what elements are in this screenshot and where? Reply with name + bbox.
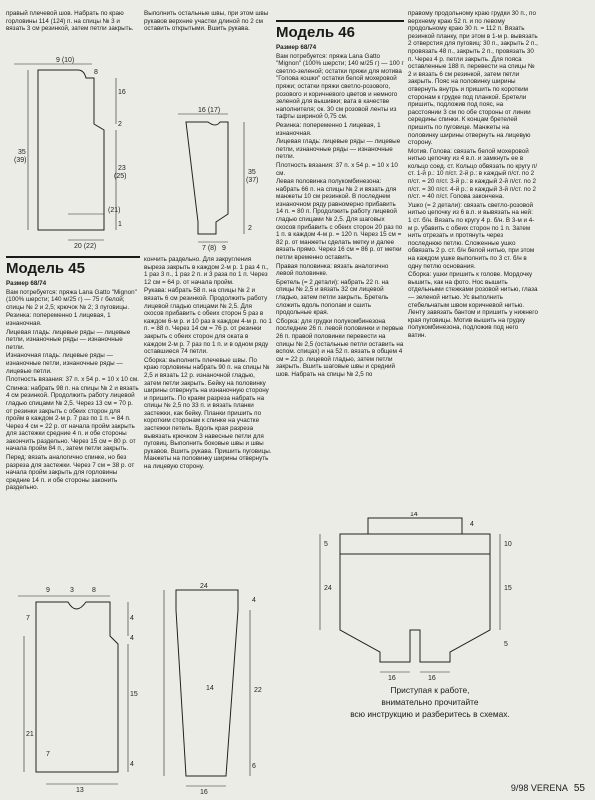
dimension-label: 15 <box>130 691 138 698</box>
text-paragraph: Ушко (= 2 детали): связать светло-розовой нитью цепочку из 6 в.п. и вывязать на ней: 1 ст. б/н. Вязать по кругу 4 р. б/н. В 3-м и 4-м р. убавить с обеих сторон по 1 п. Затем нить отрезать и протянуть через последнюю петлю. Сложенные ушко обвязать 2 р. ст. б/н белой нитью, при этом на каждом ушке выполнить по 3 ст. б/н в одну петлю основания. <box>408 201 535 270</box>
dimension-label: 7 <box>26 615 30 622</box>
schematic-body-45 <box>6 576 142 794</box>
dimension-label: 2 <box>118 121 122 128</box>
text-paragraph: Вам потребуется: пряжа Lana Gatto "Mignon" (100% шерсти; 140 м/25 г) — 75 г белой; спицы № 2 и 2,5; крючок № 2; 3 пуговицы. <box>6 288 137 311</box>
dimension-label: 7 (8) <box>202 245 217 252</box>
dimension-label: 5 <box>504 641 508 648</box>
dimension-label: 24 <box>200 583 208 590</box>
dimension-label: 1 <box>118 221 122 228</box>
page-number: 55 <box>573 783 585 794</box>
text-paragraph: Сборка: выполнить плечевые швы. По краю горловины набрать 90 п. на спицы № 2,5 и вязать 12 р. изнаночной гладью, затем петли закрыть. Бейку на половинку ширины отвернуть на изнаночную сторону и пришить. По краям разреза набрать на спицы № 2,5 по 33 п. и вязать планки застежки, как бейку. Планки пришить по коротким сторонам к спинке на участке застежки петель. Вдоль края разреза вывязать крючком 3 навесные петли для пуговиц. Выполнить боковые швы и швы рукавов. Вшить рукава. Пришить пуговицы. Манжеты на половинку ширины отвернуть на лицевую сторону. <box>144 356 272 471</box>
dimension-label: 21 <box>26 731 34 738</box>
schematic-body-44 <box>8 54 136 250</box>
model-45-continued <box>144 256 272 576</box>
model-45-title: Модель 45 <box>6 256 140 277</box>
text-paragraph: Перед: вязать аналогично спинке, но без разреза для застежки. Через 7 см = 38 р. от начала пройм закрыть для горловины средние 14 п. и обе стороны законить раздельно. <box>6 454 135 492</box>
dimension-label: (39) <box>14 157 27 164</box>
dimension-label: 3 <box>70 587 74 594</box>
dimension-label: 7 <box>46 751 50 758</box>
dimension-label: 16 (17) <box>198 107 221 114</box>
model-45-text <box>6 280 140 576</box>
text-paragraph: Спинка: набрать 98 п. на спицы № 2 и вязать 4 см резинкой. Продолжить работу лицевой гладью спицами № 2,5. Через 13 см = 70 р. от резинки закрыть с обеих сторон для пройм в каждом 2-м р. 7 раз по 1 п. = 84 п. Через 4 см = 22 р. от начала пройм закрыть для застежки средние 4 п. и обе стороны закончить раздельно. Через 15 см = 80 р. от начала пройм 84 п., затем петли закрыть. <box>6 384 139 453</box>
schematic-sleeve-45 <box>146 580 272 794</box>
dimension-label: 4 <box>130 761 134 768</box>
dimension-label: 2 <box>248 225 252 232</box>
text-paragraph: Резинка: попеременно 1 лицевая, 1 изнаночная. <box>6 312 111 327</box>
dimension-label: 8 <box>94 69 98 76</box>
column-2-top <box>144 10 272 52</box>
text-paragraph: правому продольному краю грудки 30 п., по верхнему краю 52 п. и по левому продольному краю 30 п. = 112 п. Вязать резинкой планку, при этом в 1-м р. вывязать 2 отверстия для пуговиц: 30 п., закрыть 2 п., провязать 48 п., закрыть 2 п., провязать 30 п. Через 4 р. петли закрыть. Для пояса оставленные 188 п. перевести на спицы № 2 и вязать 6 см резинкой, затем петли закрыть. Пояс на половинку ширины отвернуть внутрь и пришить по коротким сторонам к грудке под планкой. Бретели пришить, подложив под пояс, на расстоянии 3 см по обе стороны от линии середины спинки. К концам бретелей пришить по пуговице. Манжеты на половинку ширины отвернуть на лицевую сторону. <box>408 10 538 147</box>
dimension-label: 35 <box>248 169 256 176</box>
dimension-label: 16 <box>118 89 126 96</box>
page-footer <box>511 783 585 794</box>
text-paragraph: Резинка: попеременно 1 лицевая, 1 изнаночная. <box>276 121 381 137</box>
text-paragraph: Правая половинка: вязать аналогично левой половинке. <box>276 262 389 278</box>
dimension-label: 4 <box>470 521 474 528</box>
text-paragraph: Лицевая гладь: лицевые ряды — лицевые петли, изнаночные ряды — изнаночные петли. <box>6 328 131 351</box>
dimension-label: (37) <box>246 177 259 184</box>
dimension-label: 16 <box>428 675 436 680</box>
notice-line: внимательно прочитайте <box>381 697 479 707</box>
dimension-label: (21) <box>108 207 121 214</box>
dimension-label: 4 <box>130 615 134 622</box>
model-46-text <box>276 44 404 512</box>
dimension-label: 4 <box>130 635 134 642</box>
text-paragraph: Плотность вязания: 37 п. x 54 р. = 10 x 10 см. <box>6 376 139 384</box>
text-paragraph: Выполнить остальные швы, при этом швы рукавов верхние участки длиной по 2 см оставить открытыми. Вшить рукава. <box>144 10 269 33</box>
dimension-label: 6 <box>252 763 256 770</box>
text-paragraph: Сборка: ушки пришить к голове. Мордочку вышить, как на фото. Нос вышить отдельными стежками розовой нитью, глаза — зеленой нитью. Ус выполнить стебельчатым швом коричневой нитью. Ленту завязать бантом и пришить у нижнего края пуговицы. Мотив вышить на грудку полукомбинезона, подложив под него ватин. <box>408 271 538 339</box>
size-line: Размер 68/74 <box>276 44 317 51</box>
dimension-label: 13 <box>76 787 84 794</box>
dimension-label: 4 <box>252 597 256 604</box>
dimension-label: 35 <box>18 149 26 156</box>
dimension-label: 8 <box>92 587 96 594</box>
text-paragraph: Плотность вязания: 37 п. x 54 р. = 10 x 10 см. <box>276 161 398 177</box>
notice-line: всю инструкцию и разберитесь в схемах. <box>350 709 510 719</box>
dimension-label: 9 <box>46 587 50 594</box>
dimension-label: 23 <box>118 165 126 172</box>
dimension-label: 20 (22) <box>74 243 97 250</box>
dimension-label: 14 <box>206 685 214 692</box>
dimension-label: 9 <box>222 245 226 252</box>
text-paragraph: Левая половинка полукомбинезона: набрать 66 п. на спицы № 2 и вязать для манжеты 10 см резинкой. В последнем изнаночном ряду равномерно прибавить 14 п. = 80 п. Продолжить работу лицевой гладью спицами № 2,5. Для шаговых скосов прибавить с обеих сторон 20 раз по 1 п. в каждом 4-м р. = 120 п. Через 15 см = 82 р. от манжеты сделать метку и далее вязать прямо. Через 16 см = 86 р. от метки петли временно оставить. <box>276 178 403 262</box>
dimension-label: 14 <box>410 512 418 518</box>
text-paragraph: Лицевая гладь: лицевые ряды — лицевые петли, изнаночные ряды — изнаночные петли. <box>276 138 401 161</box>
dimension-label: 16 <box>388 675 396 680</box>
dimension-label: 15 <box>504 585 512 592</box>
model-46-title: Модель 46 <box>276 20 404 41</box>
text-paragraph: Мотив. Голова: связать белой мохеровой нитью цепочку из 4 в.п. и замкнуть ее в кольцо соед. ст. Кольцо обвязать по кругу п/ст. 1-й р.: 10 п/ст. 2-й р.: в каждый п/ст. по 2 п/ст. = 20 п/ст. 3-й р.: в каждый 2-й п/ст. по 2 п/ст. = 30 п/ст. 4-й р.: в каждый 3-й п/ст. по 2 п/ст. = 40 п/ст. Голова закончена. <box>408 147 538 201</box>
text-paragraph: Бретель (= 2 детали): набрать 22 п. на спицы № 2,5 и вязать 32 см лицевой гладью, затем петли закрыть. Бретель сложить вдоль пополам и сшить продольные края. <box>276 278 389 317</box>
text-paragraph: Вам потребуется: пряжа Lana Gatto "Mignon" (100% шерсти; 140 м/25 г) — 100 г светло-зеленой; остатки пряжи для мотива "Голова кошки" остатки белой мохеровой пряжи; остатки пряжи светло-розового, розового и коричневого цветов и немного зеленой для вышивки; вата в качестве наполнителя; ок. 30 см розовой ленты из тафты шириной 0,75 см. <box>276 52 404 121</box>
dimension-label: 10 <box>504 541 512 548</box>
issue-label: 9/98 VERENA <box>510 783 568 793</box>
size-line: Размер 68/74 <box>6 280 47 287</box>
dimension-label: 5 <box>324 541 328 548</box>
text-paragraph: Изнаночная гладь: лицевые ряды — изнаночные петли, изнаночные ряды — лицевые петли. <box>6 352 123 375</box>
text-paragraph: Рукава: набрать 58 п. на спицы № 2 и вязать 6 см резинкой. Продолжить работу лицевой гладью спицами № 2,5. Для скосов прибавить с обеих сторон 5 раз в каждом 6-м р. и 10 раз в каждом 4-м р. по 1 п. = 88 п. Через 14 см = 76 р. от резинки закрыть с обеих сторон для оката в каждом 2-м р. 7 раз по 1 п. и в одном ряду оставшиеся 74 петли. <box>144 287 272 356</box>
reading-notice <box>332 684 528 720</box>
dimension-label: 16 <box>200 789 208 794</box>
text-paragraph: кончить раздельно. Для закругления выреза закрыть в каждом 2-м р. 1 раз 4 п., 1 раз 3 п., 1 раз 2 п. и 3 раза по 1 п. Через 12 см = 64 р. от начала пройм. <box>144 256 269 286</box>
dimension-label: (25) <box>114 173 127 180</box>
dimension-label: 9 (10) <box>56 57 75 64</box>
notice-line: Приступая к работе, <box>390 685 470 695</box>
dimension-label: 24 <box>324 585 332 592</box>
text-paragraph: правый плечевой шов. Набрать по краю горловины 114 (124) п. на спицы № 3 и вязать 3 см резинкой, затем петли закрыть. <box>6 10 134 33</box>
column-1-top <box>6 10 140 52</box>
schematic-romper-46 <box>280 512 580 680</box>
schematic-sleeve-44 <box>168 104 272 254</box>
dimension-label: 22 <box>254 687 262 694</box>
text-paragraph: Сборка: для грудки полукомбинезона последние 26 п. левой половинки и первые 26 п. правой половинки перевести на спицы № 2,5 (остальные петли оставить на вспом. спицах) и на 52 п. вязать в общем 4 см = 22 р. лицевой гладью, затем петли закрыть. Вшить шаговые швы и средний шов. Набрать на спицы № 2,5 по <box>276 317 404 378</box>
column-4-text <box>408 10 538 512</box>
